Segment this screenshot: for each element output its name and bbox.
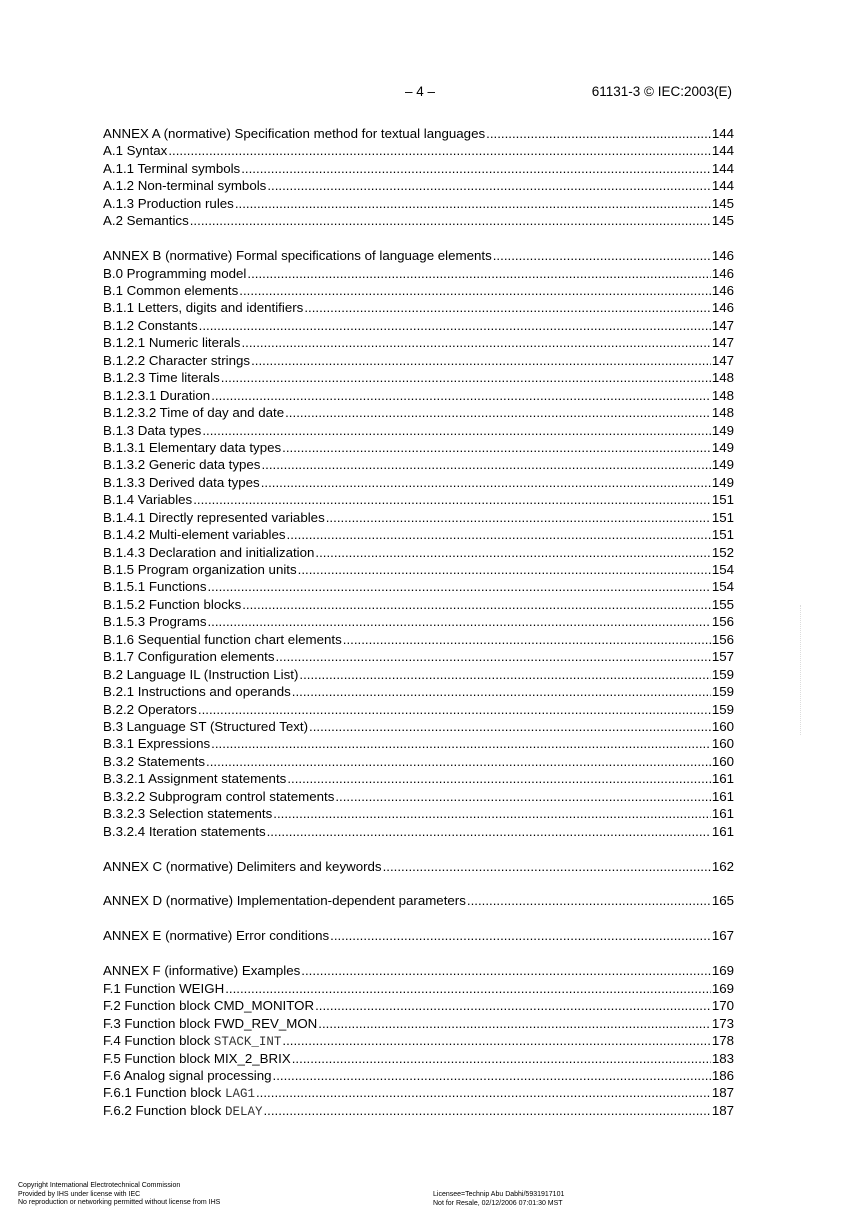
toc-entry-title [103,439,281,456]
toc-leader-dots [235,195,711,212]
toc-entry[interactable] [103,334,734,351]
toc-entry-title [103,770,286,787]
toc-entry-title [103,160,240,177]
toc-entry-title [103,265,246,282]
toc-page-number: 147 [711,335,734,351]
toc-entry-title [103,509,325,526]
toc-leader-dots [267,177,710,194]
toc-entry-title [103,1067,272,1084]
toc-entry[interactable] [103,666,734,683]
toc-page-number: 147 [711,317,734,333]
toc-entry-title [103,422,201,439]
toc-page-number: 169 [711,980,734,996]
toc-entry-label: B.2 Language IL (Instruction List) [103,666,299,682]
toc-page-number: 170 [711,998,734,1014]
toc-page-number: 146 [711,300,734,316]
toc-entry-title [103,177,266,194]
toc-entry[interactable] [103,299,734,316]
toc-page-number: 146 [711,283,734,298]
toc-entry[interactable] [103,387,734,404]
footer-line: Provided by IHS under license with IEC [18,1190,141,1198]
toc-entry-label: B.1.2.1 Numeric literals [103,335,241,351]
toc-entry-label: F.2 Function block CMD_MONITOR [103,998,315,1014]
toc-entry-title [103,735,210,752]
toc-entry-code-name: STACK_INT [213,1035,282,1050]
toc-entry-title [103,718,308,735]
page-number: – 4 – [405,84,436,99]
toc-page-number: 159 [711,701,734,717]
toc-entry[interactable] [103,927,734,944]
toc-leader-dots [261,474,711,491]
toc-entry-title [103,805,272,822]
toc-entry-label: B.1.4.2 Multi-element variables [103,527,286,543]
toc-entry-label: B.3 Language ST (Structured Text) [103,718,308,734]
toc-entry-label: F.6.2 Function block [103,1102,225,1118]
toc-entry[interactable] [103,1050,734,1067]
toc-leader-dots [467,892,711,909]
toc-entry[interactable] [103,212,734,229]
toc-entry-title [103,369,220,386]
toc-page-number: 155 [711,596,734,612]
toc-page-number: 157 [711,649,734,665]
toc-leader-dots [383,858,711,875]
toc-leader-dots [298,561,711,578]
toc-entry[interactable] [103,753,734,770]
toc-page-number: 148 [711,387,734,403]
toc-leader-dots [486,125,711,142]
toc-leader-dots [299,666,710,683]
toc-page-number: 167 [711,928,734,944]
toc-entry[interactable] [103,1015,734,1032]
toc-entry-label: B.1 Common elements [103,283,239,298]
toc-entry-label: B.2.2 Operators [103,701,197,717]
toc-leader-dots [330,927,711,944]
toc-entry-code-name: DELAY [224,1104,263,1119]
toc-entry-label: A.1.1 Terminal symbols [103,160,241,176]
toc-entry-title [103,317,198,334]
toc-page-number: 183 [711,1050,734,1066]
toc-leader-dots [256,1084,711,1101]
toc-entry-label: ANNEX E (normative) Error conditions [103,928,330,944]
toc-entry-title [103,544,314,561]
toc-entry[interactable] [103,613,734,630]
toc-leader-dots [273,805,711,822]
toc-entry-title [103,474,260,491]
toc-page-number: 160 [711,718,734,734]
toc-leader-dots [326,509,711,526]
toc-entry-title [103,142,167,159]
toc-page-number: 152 [711,544,734,560]
margin-watermark [800,605,807,735]
toc-entry-title [103,613,206,630]
footer-license [433,1191,564,1208]
toc-leader-dots [247,265,710,282]
toc-leader-dots [287,526,711,543]
toc-page-number: 161 [711,788,734,804]
toc-entry-title [103,125,485,142]
toc-entry-title [103,997,314,1014]
toc-page-number: 149 [711,457,734,473]
toc-entry-title [103,753,205,770]
toc-leader-dots [335,788,710,805]
toc-leader-dots [309,718,711,735]
toc-entry-label: B.0 Programming model [103,265,247,281]
toc-entry[interactable] [103,1102,734,1119]
toc-entry-title [103,596,241,613]
toc-leader-dots [292,1050,711,1067]
toc-page-number: 161 [711,771,734,787]
toc-page-number: 151 [711,492,734,508]
toc-entry-label: B.1.2.3.2 Time of day and date [103,405,285,421]
toc-entry-label: B.1.4.1 Directly represented variables [103,509,325,525]
toc-entry[interactable] [103,962,734,979]
toc-page-number: 173 [711,1015,734,1031]
toc-page-number: 161 [711,823,734,839]
toc-entry[interactable] [103,422,734,439]
toc-entry-title [103,561,297,578]
toc-entry-label: B.1.5.1 Functions [103,579,207,595]
toc-entry[interactable] [103,160,734,177]
toc-entry[interactable] [103,404,734,421]
toc-leader-dots [318,1015,711,1032]
toc-leader-dots [292,683,711,700]
toc-entry-title [103,1050,291,1067]
toc-page-number: 187 [711,1102,734,1118]
toc-entry-label: ANNEX F (informative) Examples [103,963,301,979]
toc-entry-title [103,962,300,979]
toc-leader-dots [211,387,711,404]
toc-entry-label: ANNEX C (normative) Delimiters and keywords [103,858,382,874]
toc-entry[interactable] [103,509,734,526]
toc-entry-label: F.1 Function WEIGH [103,980,225,996]
toc-page-number: 154 [711,579,734,595]
toc-page-number: 145 [711,213,734,229]
toc-page-number: 148 [711,370,734,386]
toc-entry[interactable] [103,456,734,473]
toc-page-number: 151 [711,509,734,525]
toc-leader-dots [198,701,711,718]
toc-entry[interactable] [103,823,734,840]
toc-entry-code-name: LAG1 [224,1087,255,1102]
toc-page-number: 149 [711,439,734,455]
toc-entry-label: B.1.2 Constants [103,317,198,333]
toc-entry-title [103,1015,317,1032]
toc-entry-title [103,823,266,840]
toc-page-number: 144 [711,126,734,141]
toc-page-number: 159 [711,684,734,700]
toc-entry-label: B.1.7 Configuration elements [103,649,275,665]
toc-entry-label: A.1.2 Non-terminal symbols [103,178,267,194]
toc-leader-dots [199,317,711,334]
toc-entry-label: A.2 Semantics [103,213,189,229]
toc-entry-label: A.1.3 Production rules [103,195,234,211]
toc-entry-title [103,334,240,351]
toc-leader-dots [315,544,710,561]
toc-page-number: 146 [711,248,734,264]
toc-entry-label: B.1.3.3 Derived data types [103,474,260,490]
toc-entry[interactable] [103,578,734,595]
toc-page-number: 156 [711,614,734,630]
toc-entry[interactable] [103,544,734,561]
toc-page-number: 144 [711,160,734,176]
toc-leader-dots [315,997,711,1014]
toc-leader-dots [285,404,711,421]
toc-entry[interactable] [103,142,734,159]
toc-entry[interactable] [103,1067,734,1084]
toc-entry[interactable] [103,282,734,299]
toc-entry-label: B.3.2.1 Assignment statements [103,771,287,787]
toc-entry-title [103,404,284,421]
toc-entry[interactable] [103,352,734,369]
toc-entry-title [103,212,189,229]
toc-entry[interactable] [103,177,734,194]
toc-entry[interactable] [103,1084,734,1101]
footer-line: Licensee=Technip Abu Dabhi/5931917101 [433,1191,565,1198]
toc-page-number: 186 [711,1067,734,1083]
toc-entry-title [103,491,192,508]
toc-entry-label: B.3.2.3 Selection statements [103,806,273,822]
toc-entry[interactable] [103,1032,734,1049]
toc-entry-title [103,927,329,944]
toc-leader-dots [275,648,710,665]
toc-entry[interactable] [103,195,734,212]
toc-entry-title [103,980,224,997]
toc-entry-title [103,666,298,683]
toc-entry-title [103,299,303,316]
toc-page-number: 159 [711,666,734,682]
toc-entry-title [103,648,274,665]
toc-entry-label: B.1.5.3 Programs [103,614,207,630]
toc-entry[interactable] [103,265,734,282]
toc-entry[interactable] [103,631,734,648]
toc-entry-label: B.1.4 Variables [103,492,193,508]
toc-entry-label: ANNEX B (normative) Formal specifications of language elements [103,248,492,264]
toc-leader-dots [273,1067,711,1084]
toc-entry[interactable] [103,369,734,386]
toc-page-number: 145 [711,195,734,211]
toc-leader-dots [304,299,711,316]
toc-leader-dots [202,422,711,439]
toc-page-number: 148 [711,405,734,421]
toc-entry-title [103,387,210,404]
toc-entry-title [103,352,250,369]
toc-entry[interactable] [103,770,734,787]
toc-entry[interactable] [103,997,734,1014]
toc-entry-label: ANNEX A (normative) Specification method for textual languages [103,126,486,141]
toc-leader-dots [251,352,711,369]
footer-copyright [18,1182,220,1208]
toc-entry-title [103,578,206,595]
toc-entry-title [103,683,291,700]
toc-leader-dots [193,491,711,508]
toc-page-number: 169 [711,963,734,979]
toc-entry-title [103,456,260,473]
toc-leader-dots [242,596,711,613]
toc-entry[interactable] [103,596,734,613]
toc-entry-label: F.6 Analog signal processing [103,1067,272,1083]
toc-page-number: 162 [711,858,734,874]
toc-entry-title [103,631,342,648]
toc-entry[interactable] [103,788,734,805]
toc-page-number: 151 [711,527,734,543]
toc-leader-dots [301,962,711,979]
toc-entry[interactable] [103,561,734,578]
toc-page-number: 146 [711,265,734,281]
toc-entry-label: B.1.1 Letters, digits and identifiers [103,300,304,316]
toc-leader-dots [239,282,711,299]
toc-entry-label: ANNEX D (normative) Implementation-dependent parameters [103,893,466,909]
toc-entry-title [103,1102,262,1121]
toc-page-number: 165 [711,893,734,909]
toc-leader-dots [267,823,711,840]
toc-leader-dots [206,753,711,770]
toc-entry-title [103,858,382,875]
toc-entry-label: B.3.1 Expressions [103,736,211,752]
toc-entry[interactable] [103,735,734,752]
toc-entry[interactable] [103,701,734,718]
toc-leader-dots [207,613,710,630]
toc-page-number: 147 [711,352,734,368]
toc-page-number: 187 [711,1085,734,1101]
toc-leader-dots [263,1102,710,1119]
toc-entry[interactable] [103,858,734,875]
toc-entry[interactable] [103,247,734,264]
toc-entry-label: B.1.5 Program organization units [103,562,297,577]
toc-leader-dots [282,1032,710,1049]
toc-entry-label: B.3.2 Statements [103,753,205,769]
toc-leader-dots [221,369,711,386]
toc-leader-dots [225,980,711,997]
toc-page-number: 149 [711,422,734,438]
toc-entry-label: B.1.3.1 Elementary data types [103,439,282,455]
toc-entry-label: B.1.3.2 Generic data types [103,457,261,473]
toc-leader-dots [168,142,711,159]
standard-identifier: 61131-3 © IEC:2003(E) [591,84,732,99]
toc-entry[interactable] [103,317,734,334]
toc-leader-dots [493,247,711,264]
toc-page-number: 178 [711,1033,734,1049]
toc-leader-dots [282,439,711,456]
toc-entry[interactable] [103,718,734,735]
toc-leader-dots [241,334,710,351]
toc-entry-title [103,247,492,264]
toc-page-number: 161 [711,806,734,822]
table-of-contents [103,125,734,1119]
toc-entry-label: B.1.4.3 Declaration and initialization [103,544,315,560]
toc-entry-label: B.1.5.2 Function blocks [103,596,242,612]
toc-entry-title [103,282,238,299]
footer-line: No reproduction or networking permitted without license from IHS [18,1199,221,1206]
toc-entry[interactable] [103,125,734,142]
toc-leader-dots [287,770,711,787]
toc-entry-title [103,701,197,718]
toc-entry[interactable] [103,491,734,508]
toc-entry-label: B.1.6 Sequential function chart elements [103,631,342,647]
toc-leader-dots [261,456,710,473]
toc-entry[interactable] [103,526,734,543]
toc-entry-label: F.6.1 Function block [103,1085,225,1101]
toc-entry-label: B.1.2.2 Character strings [103,352,251,368]
toc-leader-dots [190,212,711,229]
footer-line: Copyright International Electrotechnical Commission [18,1182,181,1189]
toc-entry[interactable] [103,683,734,700]
toc-leader-dots [343,631,711,648]
toc-entry-label: B.1.2.3 Time literals [103,370,220,386]
toc-page-number: 149 [711,474,734,490]
toc-entry[interactable] [103,980,734,997]
toc-entry-label: F.5 Function block MIX_2_BRIX [103,1050,291,1066]
toc-leader-dots [211,735,711,752]
toc-entry-label: B.1.3 Data types [103,422,202,438]
toc-entry-title [103,788,334,805]
toc-entry-label: A.1 Syntax [103,143,168,159]
toc-leader-dots [207,578,710,595]
toc-entry-label: B.2.1 Instructions and operands [103,684,291,700]
toc-entry-label: F.4 Function block [103,1033,214,1049]
toc-page-number: 156 [711,631,734,647]
toc-entry-title [103,195,234,212]
toc-entry[interactable] [103,648,734,665]
toc-page-number: 144 [711,143,734,159]
toc-entry-title [103,892,466,909]
toc-entry[interactable] [103,805,734,822]
toc-entry[interactable] [103,474,734,491]
toc-page-number: 154 [711,562,734,577]
toc-entry-label: B.3.2.4 Iteration statements [103,823,266,839]
toc-leader-dots [241,160,711,177]
footer-line: Not for Resale, 02/12/2006 07:01:30 MST [433,1199,563,1207]
toc-entry[interactable] [103,892,734,909]
toc-page-number: 160 [711,753,734,769]
toc-entry-label: B.3.2.2 Subprogram control statements [103,788,335,804]
toc-entry-title [103,526,286,543]
toc-page-number: 144 [711,178,734,194]
toc-page-number: 160 [711,736,734,752]
toc-entry[interactable] [103,439,734,456]
toc-entry-label: B.1.2.3.1 Duration [103,387,211,403]
toc-entry-label: F.3 Function block FWD_REV_MON [103,1015,318,1031]
